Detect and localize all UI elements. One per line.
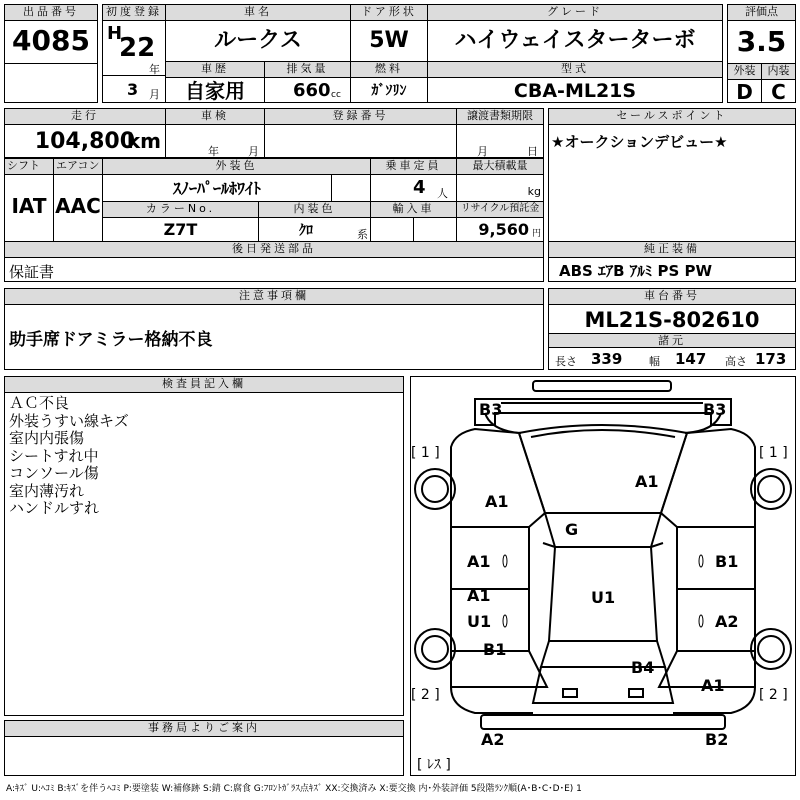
damage-mark: A1: [467, 552, 491, 571]
fuel: ｶﾞｿﾘﾝ: [371, 83, 407, 99]
inspection-month-unit: 月: [248, 145, 259, 158]
tire-mark: [ 2 ]: [759, 687, 788, 703]
rear-bumper: [481, 715, 725, 729]
exterior-color-cell: [102, 158, 371, 202]
year-unit: 年: [149, 63, 160, 76]
front-left-wheel: [422, 476, 448, 502]
aircon: AAC: [55, 194, 101, 218]
interior-label: 内装: [762, 64, 795, 80]
dims-row: [549, 349, 795, 370]
month-unit: 月: [149, 88, 160, 101]
capacity: 4: [413, 177, 426, 198]
inspection-label: 車検: [166, 109, 264, 125]
interior-color: ｸﾛ: [299, 223, 313, 239]
front-right-wheel: [758, 476, 784, 502]
inspection-year-unit: 年: [208, 145, 219, 158]
grade-label: グレード: [428, 5, 722, 21]
divider: [413, 217, 414, 242]
displacement: 660: [293, 80, 331, 101]
damage-mark: B3: [703, 400, 727, 419]
notes-label: 注意事項欄: [5, 289, 543, 305]
fuel-label: 燃料: [351, 62, 427, 78]
reg-number-label: 登録番号: [265, 109, 456, 125]
door-cell: [350, 4, 428, 62]
import-cell: [370, 201, 457, 242]
damage-mark: A1: [485, 492, 509, 511]
model-code-cell: [427, 61, 723, 103]
kei-unit: 系: [357, 228, 368, 241]
exterior-grade-cell: [727, 63, 762, 103]
cc-unit: cc: [331, 90, 341, 100]
max-load-cell: [456, 158, 544, 202]
interior-color-label: 内装色: [259, 202, 370, 218]
damage-mark: A2: [715, 612, 739, 631]
door-handle: [503, 615, 507, 627]
exterior-color: ｽﾉｰﾊﾟｰﾙﾎﾜｲﾄ: [172, 179, 261, 198]
notes: 助手席ドアミラー格納不良: [9, 330, 213, 350]
later-parts-label: 後日発送部品: [5, 242, 543, 258]
inspector-label: 検査員記入欄: [5, 377, 403, 393]
car-diagram-svg: [411, 377, 795, 775]
exterior-color-label: 外装色: [103, 159, 370, 175]
damage-mark: B1: [715, 552, 739, 571]
displacement-label: 排気量: [265, 62, 350, 78]
exterior-grade: D: [736, 80, 753, 104]
notes-cell: [4, 288, 544, 370]
sales-point-cell: [548, 108, 796, 258]
model-code-label: 型式: [428, 62, 722, 78]
office-cell: [4, 720, 404, 776]
inspector-cell: [4, 376, 404, 716]
car-name-label: 車名: [166, 5, 350, 21]
damage-mark: B1: [483, 640, 507, 659]
registration-month: 3: [127, 80, 139, 99]
mileage-cell: [4, 108, 166, 158]
mileage-label: 走行: [5, 109, 165, 125]
door-type: 5W: [369, 28, 409, 53]
first-registration-cell: [102, 4, 166, 76]
door-handle: [699, 615, 703, 627]
fuel-cell: [350, 61, 428, 103]
damage-mark: A1: [701, 676, 725, 695]
first-registration-label: 初度登録: [103, 5, 165, 21]
color-no: Z7T: [163, 220, 198, 239]
tail-lamp-left: [563, 689, 577, 697]
spare-tire-mark: [ ﾚｽ ]: [417, 757, 451, 773]
inspection-cell: [165, 108, 265, 158]
later-parts: 保証書: [9, 263, 55, 281]
inspector-note: 室内内張傷: [9, 429, 85, 447]
damage-mark: B2: [705, 730, 729, 749]
score-label: 評価点: [728, 5, 795, 21]
rear-left-corner: [451, 687, 533, 713]
capacity-label: 乗車定員: [371, 159, 456, 175]
tire-mark: [ 1 ]: [759, 445, 788, 461]
recycle-cell: [456, 201, 544, 242]
aircon-label: エアコン: [54, 159, 102, 175]
height-label: 高さ: [725, 355, 747, 368]
equipment-cell: [548, 241, 796, 282]
era-letter: H: [107, 23, 123, 44]
score-cell: [727, 4, 796, 64]
import-label: 輸入車: [371, 202, 456, 218]
damage-diagram: [410, 376, 796, 776]
damage-mark: B4: [631, 658, 655, 677]
history-label: 車歴: [166, 62, 264, 78]
chassis-number: ML21S-802610: [584, 308, 760, 332]
door-label: ドア形状: [351, 5, 427, 21]
shift-cell: [4, 158, 54, 242]
lot-number-cell: [4, 4, 98, 64]
transfer-month: 月: [477, 145, 488, 158]
color-no-cell: [102, 201, 259, 242]
lot-number-label: 出品番号: [5, 5, 97, 21]
width: 147: [675, 350, 707, 368]
inspector-note: 室内薄汚れ: [9, 481, 85, 500]
score: 3.5: [736, 25, 787, 58]
color-no-label: カラーNo.: [103, 202, 258, 218]
history: 自家用: [185, 79, 245, 103]
office-label: 事務局よりご案内: [5, 721, 403, 737]
rear-left-wheel: [422, 636, 448, 662]
length: 339: [591, 350, 623, 368]
damage-mark: U1: [591, 588, 616, 607]
inspector-note: 外装うすい線キズ: [9, 411, 129, 430]
grade: ハイウェイスターターボ: [454, 28, 696, 53]
lot-number: 4085: [12, 24, 90, 57]
dims-label: 諸元: [549, 333, 795, 348]
damage-mark: A1: [467, 586, 491, 605]
door-handle: [699, 555, 703, 567]
shift: IAT: [11, 194, 47, 218]
chassis-label: 車台番号: [549, 289, 795, 305]
displacement-cell: [264, 61, 351, 103]
sales-point-label: セールスポイント: [549, 109, 795, 125]
later-parts-cell: [4, 241, 544, 282]
chassis-cell: [548, 288, 796, 370]
inspector-note: シートすれ中: [9, 446, 99, 465]
length-label: 長さ: [555, 355, 577, 368]
front-bumper-shape: [533, 381, 671, 391]
kg-unit: kg: [527, 185, 541, 198]
recycle-fee: 9,560: [478, 220, 529, 239]
rear-right-wheel: [758, 636, 784, 662]
inspector-notes: [5, 393, 403, 520]
height: 173: [755, 350, 787, 368]
equipment: ABS ｴｱB ｱﾙﾐ PS PW: [559, 262, 713, 280]
history-cell: [165, 61, 265, 103]
grade-cell: [427, 4, 723, 62]
aircon-cell: [53, 158, 103, 242]
tire-mark: [ 2 ]: [411, 687, 440, 703]
capacity-cell: [370, 158, 457, 202]
km-unit: km: [126, 129, 161, 153]
inspector-note: コンソール傷: [9, 464, 99, 482]
interior-grade: C: [771, 80, 786, 104]
inspector-note: ＡＣ不良: [9, 394, 70, 412]
model-code: CBA-ML21S: [513, 80, 637, 102]
inspector-note: ハンドルすれ: [9, 499, 100, 517]
people-unit: 人: [437, 187, 448, 200]
interior-color-cell: [258, 201, 371, 242]
yen-unit: 円: [531, 229, 541, 239]
door-handle: [503, 555, 507, 567]
mileage: 104,800: [34, 129, 135, 154]
bonnet-line: [531, 430, 675, 437]
car-name: ルークス: [214, 28, 302, 53]
tail-lamp-right: [629, 689, 643, 697]
damage-mark: A1: [635, 472, 659, 491]
equipment-label: 純正装備: [549, 242, 795, 258]
shift-label: シフト: [5, 159, 53, 175]
damage-mark: A2: [481, 730, 505, 749]
transfer-deadline-cell: [456, 108, 544, 158]
right-fender-outline: [661, 429, 755, 527]
recycle-label: リサイクル預託金: [457, 202, 543, 218]
windshield-outline: [545, 513, 661, 547]
registration-year: 22: [119, 33, 156, 63]
exterior-label: 外装: [728, 64, 761, 80]
sales-point: ★オークションデビュー★: [551, 133, 728, 151]
damage-mark: U1: [467, 612, 492, 631]
width-label: 幅: [649, 355, 660, 368]
lot-blank-cell: [4, 63, 98, 103]
car-name-cell: [165, 4, 351, 62]
transfer-deadline-label: 譲渡書類期限: [457, 109, 543, 125]
reg-number-cell: [264, 108, 457, 158]
interior-grade-cell: [761, 63, 796, 103]
transfer-day: 日: [527, 145, 538, 158]
bonnet-outline: [519, 425, 687, 513]
divider: [331, 174, 332, 202]
left-fender-outline: [451, 429, 545, 527]
max-load-label: 最大積載量: [457, 159, 543, 175]
legend: A:ｷｽﾞ U:ﾍｺﾐ B:ｷｽﾞを伴うﾍｺﾐ P:要塗装 W:補修跡 S:錆 C:腐食 G:ﾌﾛﾝﾄｶﾞﾗｽ点ｷｽﾞ XX:交換済み X:要交換 内･外装評価 5段階ﾗﾝｸ順(A･B･C･D･E) 1: [6, 784, 582, 794]
tire-mark: [ 1 ]: [411, 445, 440, 461]
damage-mark: B3: [479, 400, 503, 419]
damage-mark: G: [565, 520, 579, 539]
registration-month-cell: [102, 75, 166, 103]
